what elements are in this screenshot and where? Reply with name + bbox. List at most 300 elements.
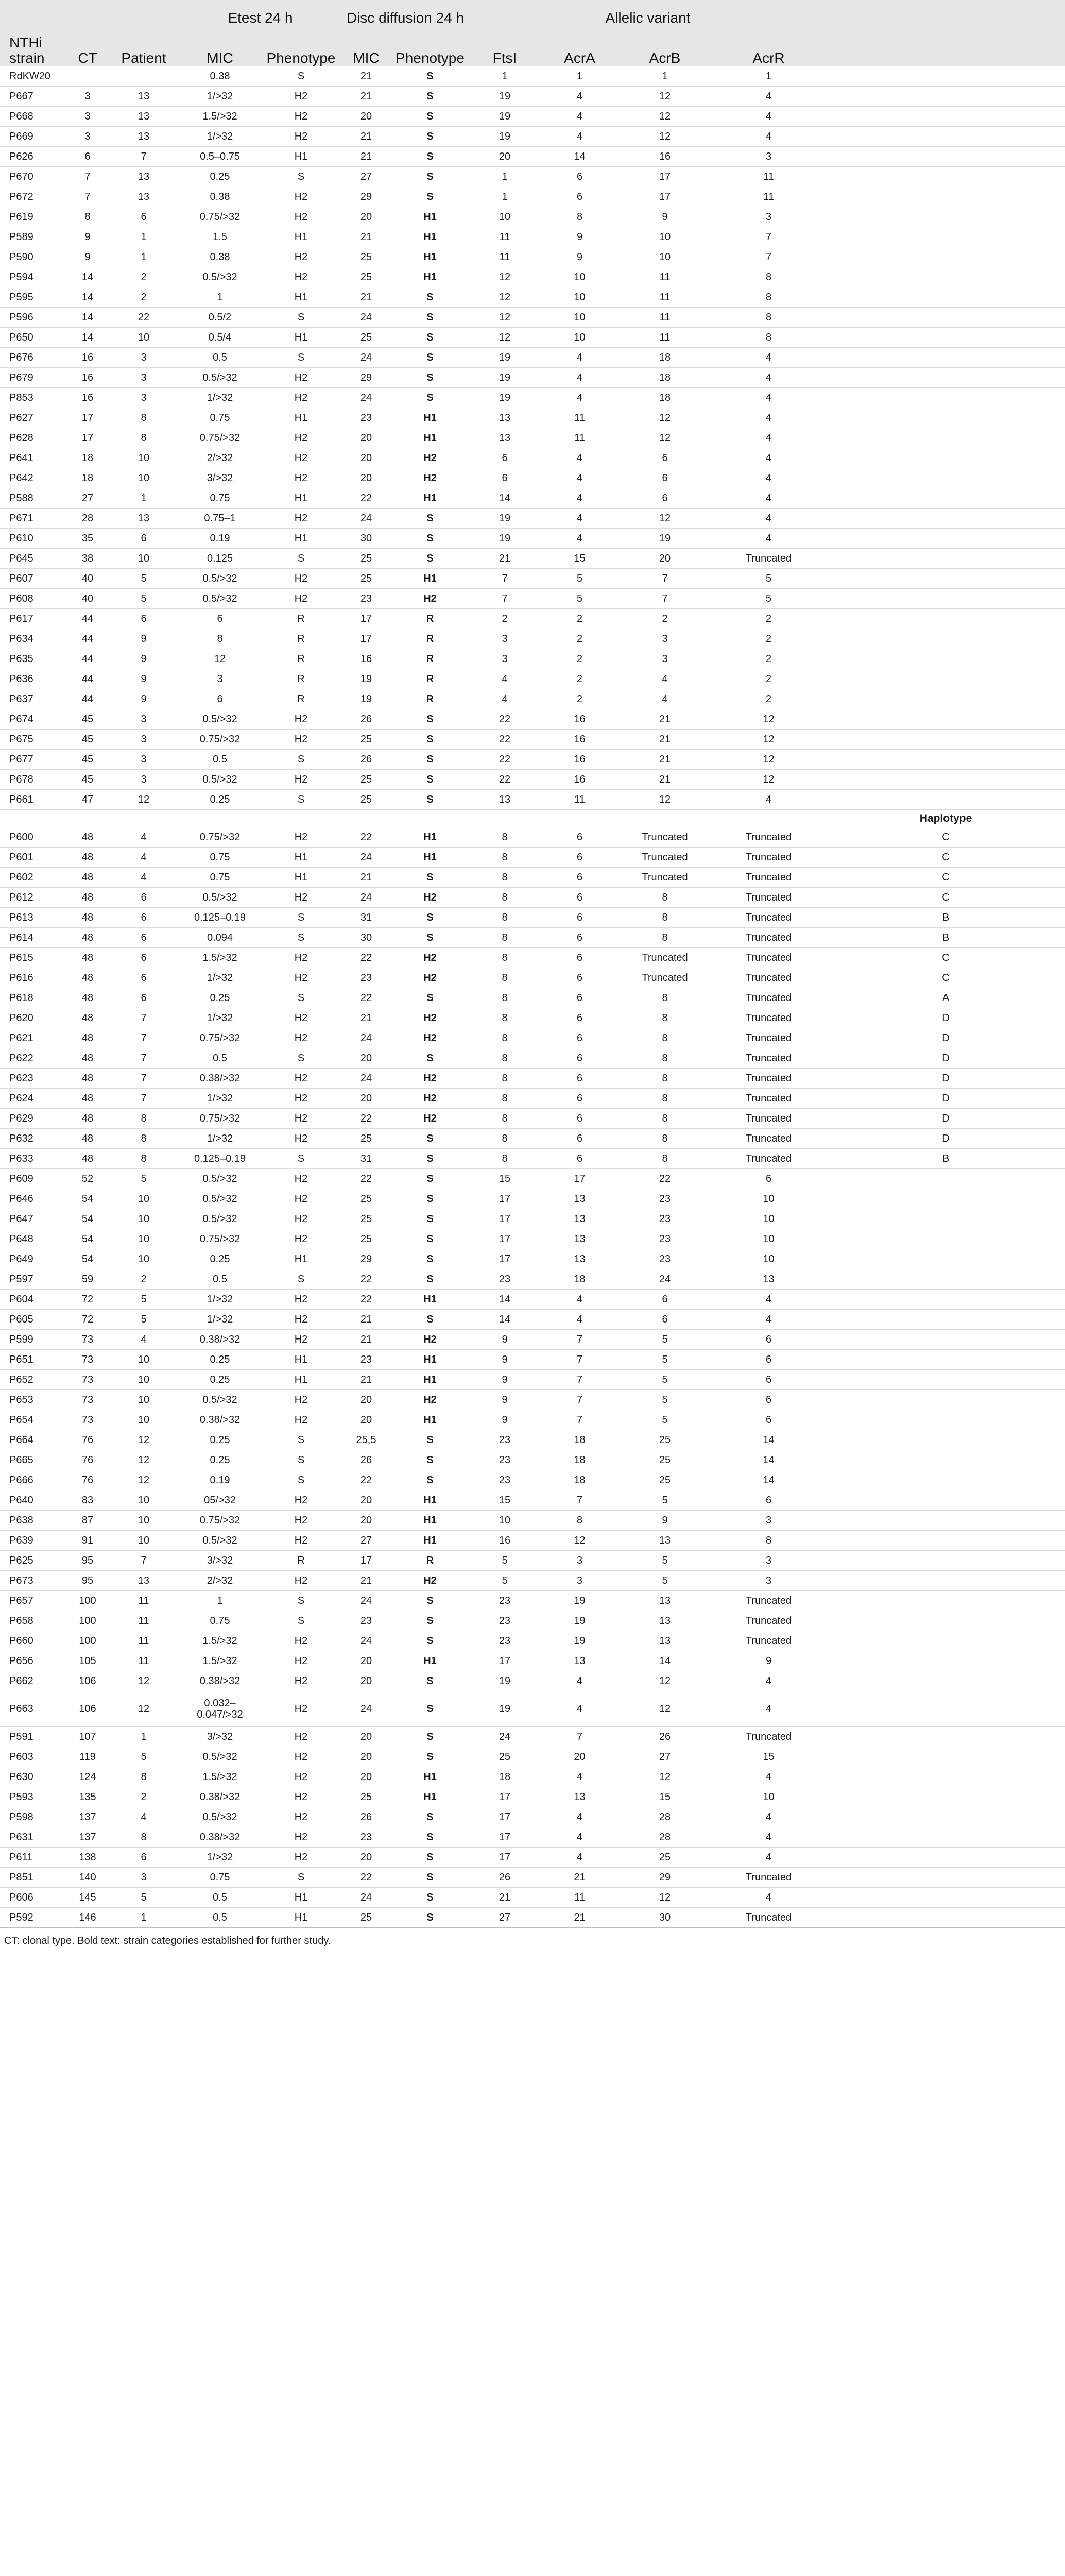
cell-disc-phenotype: R [391,649,469,669]
cell-disc-mic: 27 [341,167,391,187]
cell-strain: P851 [0,1868,67,1888]
cell-ftsi: 17 [469,1807,540,1827]
cell-haplotype [827,1410,1065,1430]
cell-acra: 6 [540,1028,619,1048]
cell-ftsi: 8 [469,888,540,908]
cell-disc-mic: 17 [341,629,391,649]
cell-etest-mic: 0.38 [179,66,261,87]
cell-acrr: 4 [711,448,827,468]
cell-acrb: 5 [619,1350,711,1370]
cell-acrb: 29 [619,1868,711,1888]
cell-strain: P607 [0,569,67,589]
cell-ftsi: 6 [469,468,540,488]
cell-etest-phenotype: H2 [261,1787,341,1807]
cell-acrb: 23 [619,1189,711,1209]
cell-acrr: 4 [711,488,827,509]
cell-etest-mic: 6 [179,689,261,709]
cell-acra: 6 [540,1109,619,1129]
cell-disc-mic: 30 [341,529,391,549]
cell-etest-mic: 0.25 [179,1450,261,1470]
cell-acra: 7 [540,1490,619,1511]
cell-acrb: 11 [619,267,711,287]
cell-ftsi: 9 [469,1410,540,1430]
cell-strain: P637 [0,689,67,709]
cell-ftsi: 20 [469,147,540,167]
cell-disc-phenotype: H1 [391,247,469,267]
cell-ct: 54 [67,1189,108,1209]
cell-etest-mic: 12 [179,649,261,669]
cell-acrb: 8 [619,1089,711,1109]
cell-haplotype [827,1169,1065,1189]
cell-etest-phenotype: H1 [261,1908,341,1928]
table-row [0,1571,1065,1591]
empty-cell [108,810,179,827]
table-row [0,1767,1065,1787]
cell-acra: 18 [540,1450,619,1470]
cell-haplotype [827,1209,1065,1229]
table-row [0,1028,1065,1048]
cell-etest-phenotype: R [261,669,341,689]
cell-etest-phenotype: H2 [261,187,341,207]
cell-acrb: 8 [619,888,711,908]
cell-strain: P624 [0,1089,67,1109]
cell-ct: 45 [67,709,108,730]
cell-patient: 5 [108,1747,179,1767]
cell-disc-phenotype: H2 [391,1028,469,1048]
cell-acra: 7 [540,1350,619,1370]
cell-patient: 11 [108,1651,179,1671]
cell-acrb: 25 [619,1430,711,1450]
cell-ftsi: 19 [469,368,540,388]
cell-disc-phenotype: S [391,1189,469,1209]
cell-disc-phenotype: S [391,1827,469,1848]
cell-disc-mic: 20 [341,468,391,488]
cell-haplotype [827,428,1065,448]
cell-disc-mic: 23 [341,589,391,609]
cell-acra: 4 [540,107,619,127]
cell-strain: P630 [0,1767,67,1787]
table-row [0,609,1065,629]
cell-etest-mic: 0.5/>32 [179,1747,261,1767]
cell-disc-phenotype: S [391,1868,469,1888]
cell-etest-mic: 0.5 [179,1269,261,1290]
cell-etest-phenotype: S [261,549,341,569]
cell-disc-phenotype: S [391,1169,469,1189]
cell-disc-mic: 20 [341,1747,391,1767]
cell-ftsi: 9 [469,1350,540,1370]
cell-ct: 40 [67,589,108,609]
cell-strain: P602 [0,868,67,888]
cell-acrb: 17 [619,167,711,187]
table-row [0,388,1065,408]
cell-haplotype [827,1350,1065,1370]
cell-ct: 76 [67,1470,108,1490]
cell-ct: 44 [67,649,108,669]
cell-etest-mic: 0.5/>32 [179,709,261,730]
cell-etest-mic: 0.38/>32 [179,1330,261,1350]
cell-acrb: 18 [619,348,711,368]
table-row [0,267,1065,287]
cell-ct: 106 [67,1691,108,1727]
cell-disc-mic: 21 [341,66,391,87]
cell-patient: 3 [108,1868,179,1888]
cell-acrr: 6 [711,1330,827,1350]
col-acra: AcrA [540,26,619,66]
cell-acrb: 26 [619,1727,711,1747]
cell-ftsi: 17 [469,1249,540,1269]
cell-acrb: 12 [619,790,711,810]
cell-acra: 6 [540,988,619,1008]
cell-patient: 6 [108,207,179,227]
cell-disc-mic: 24 [341,1631,391,1651]
cell-haplotype [827,1269,1065,1290]
cell-ftsi: 19 [469,388,540,408]
table-row [0,988,1065,1008]
cell-strain: P658 [0,1611,67,1631]
table-row [0,66,1065,87]
cell-acrr: 4 [711,1310,827,1330]
cell-etest-mic: 1.5/>32 [179,948,261,968]
cell-etest-phenotype: S [261,750,341,770]
cell-etest-phenotype: S [261,1149,341,1169]
cell-etest-phenotype: R [261,609,341,629]
cell-patient: 10 [108,1249,179,1269]
cell-haplotype [827,488,1065,509]
cell-etest-phenotype: H2 [261,1028,341,1048]
cell-etest-phenotype: H2 [261,428,341,448]
cell-acra: 4 [540,348,619,368]
cell-strain: P634 [0,629,67,649]
cell-patient: 12 [108,1430,179,1450]
cell-ct: 76 [67,1450,108,1470]
cell-haplotype [827,127,1065,147]
cell-strain: P632 [0,1129,67,1149]
cell-acrb: 12 [619,1767,711,1787]
cell-acrr: Truncated [711,1727,827,1747]
cell-etest-mic: 1 [179,1591,261,1611]
cell-acrb: 8 [619,1069,711,1089]
cell-ct: 73 [67,1390,108,1410]
cell-disc-phenotype: S [391,770,469,790]
cell-acrr: 2 [711,689,827,709]
col-patient: Patient [108,0,179,66]
cell-patient: 10 [108,1511,179,1531]
cell-strain: P596 [0,308,67,328]
cell-ct: 48 [67,988,108,1008]
cell-strain: P618 [0,988,67,1008]
cell-patient: 5 [108,569,179,589]
cell-patient: 6 [108,1848,179,1868]
cell-strain: P588 [0,488,67,509]
cell-patient: 3 [108,770,179,790]
cell-ftsi: 12 [469,328,540,348]
cell-etest-phenotype: H2 [261,1089,341,1109]
cell-disc-mic: 22 [341,1169,391,1189]
cell-ftsi: 5 [469,1571,540,1591]
cell-ct: 107 [67,1727,108,1747]
cell-acrr: 10 [711,1209,827,1229]
cell-haplotype [827,348,1065,368]
cell-etest-phenotype: H2 [261,107,341,127]
cell-patient: 3 [108,730,179,750]
cell-strain: RdKW20 [0,66,67,87]
cell-acrb: 9 [619,1511,711,1531]
cell-etest-mic: 1/>32 [179,968,261,988]
haplotype-header: Haplotype [827,810,1065,827]
cell-haplotype [827,649,1065,669]
cell-disc-mic: 20 [341,448,391,468]
cell-disc-phenotype: H1 [391,1787,469,1807]
cell-haplotype [827,529,1065,549]
cell-strain: P600 [0,827,67,848]
cell-etest-phenotype: H2 [261,730,341,750]
cell-disc-phenotype: H2 [391,968,469,988]
cell-strain: P645 [0,549,67,569]
table-row [0,107,1065,127]
cell-etest-mic: 0.5/>32 [179,1390,261,1410]
cell-haplotype [827,1908,1065,1928]
cell-haplotype: C [827,948,1065,968]
cell-acrb: 12 [619,408,711,428]
table-row [0,529,1065,549]
cell-disc-mic: 20 [341,1490,391,1511]
cell-etest-mic: 3/>32 [179,1727,261,1747]
cell-acrr: Truncated [711,848,827,868]
table-row [0,730,1065,750]
cell-haplotype [827,328,1065,348]
cell-patient: 6 [108,928,179,948]
cell-strain: P670 [0,167,67,187]
cell-etest-mic: 0.5/>32 [179,770,261,790]
cell-ct: 48 [67,1048,108,1069]
table-row [0,509,1065,529]
cell-patient: 4 [108,848,179,868]
cell-haplotype [827,1551,1065,1571]
cell-disc-phenotype: H1 [391,408,469,428]
cell-disc-phenotype: S [391,66,469,87]
cell-ct: 146 [67,1908,108,1928]
cell-ftsi: 25 [469,1747,540,1767]
cell-acra: 4 [540,368,619,388]
col-ct: CT [67,0,108,66]
cell-strain: P649 [0,1249,67,1269]
cell-etest-phenotype: S [261,1450,341,1470]
cell-strain: P662 [0,1671,67,1691]
cell-disc-phenotype: H1 [391,1651,469,1671]
cell-haplotype [827,187,1065,207]
cell-ct: 18 [67,448,108,468]
table-row [0,848,1065,868]
cell-ct: 3 [67,87,108,107]
cell-haplotype [827,468,1065,488]
cell-etest-phenotype: H2 [261,1827,341,1848]
table-row [0,1209,1065,1229]
cell-etest-mic: 0.75/>32 [179,1109,261,1129]
table-row [0,287,1065,308]
cell-acra: 14 [540,147,619,167]
cell-patient: 11 [108,1611,179,1631]
cell-disc-mic: 24 [341,388,391,408]
cell-ct: 45 [67,770,108,790]
cell-acrr: 10 [711,1787,827,1807]
cell-disc-phenotype: H2 [391,1109,469,1129]
cell-acrr: Truncated [711,1028,827,1048]
cell-acrr: 3 [711,1571,827,1591]
cell-ftsi: 27 [469,1908,540,1928]
cell-etest-phenotype: H2 [261,888,341,908]
cell-disc-mic: 25 [341,1229,391,1249]
cell-etest-phenotype: H2 [261,1571,341,1591]
cell-haplotype [827,589,1065,609]
cell-etest-phenotype: S [261,988,341,1008]
cell-acrb: 4 [619,689,711,709]
cell-disc-mic: 24 [341,888,391,908]
cell-acrr: 4 [711,1691,827,1727]
cell-haplotype [827,1767,1065,1787]
cell-disc-mic: 21 [341,287,391,308]
cell-patient: 13 [108,187,179,207]
cell-disc-phenotype: S [391,529,469,549]
cell-etest-phenotype: S [261,1611,341,1631]
cell-patient: 8 [108,1827,179,1848]
cell-patient: 6 [108,529,179,549]
cell-acrb: 8 [619,908,711,928]
cell-etest-mic: 0.75/>32 [179,1028,261,1048]
cell-etest-phenotype: H2 [261,468,341,488]
cell-patient: 3 [108,750,179,770]
cell-ftsi: 23 [469,1450,540,1470]
cell-ct: 7 [67,187,108,207]
cell-patient: 11 [108,1591,179,1611]
cell-ftsi: 1 [469,187,540,207]
cell-acra: 10 [540,287,619,308]
cell-ftsi: 14 [469,488,540,509]
cell-acra: 4 [540,468,619,488]
cell-disc-mic: 21 [341,1008,391,1028]
cell-acrb: 23 [619,1229,711,1249]
cell-etest-phenotype: H2 [261,1390,341,1410]
cell-disc-mic: 22 [341,488,391,509]
cell-acra: 19 [540,1591,619,1611]
cell-acra: 13 [540,1229,619,1249]
cell-acra: 6 [540,827,619,848]
cell-etest-mic: 0.5/>32 [179,1209,261,1229]
cell-ct: 135 [67,1787,108,1807]
cell-ftsi: 23 [469,1631,540,1651]
haplotype-header-row [0,810,1065,827]
cell-disc-mic: 22 [341,948,391,968]
cell-ftsi: 19 [469,1671,540,1691]
cell-acra: 19 [540,1631,619,1651]
cell-ct: 18 [67,468,108,488]
cell-acrb: 21 [619,750,711,770]
cell-acrr: Truncated [711,968,827,988]
cell-acrr: 11 [711,167,827,187]
cell-etest-phenotype: S [261,1868,341,1888]
cell-acra: 16 [540,770,619,790]
cell-disc-phenotype: S [391,127,469,147]
cell-acrr: 4 [711,468,827,488]
cell-etest-phenotype: H1 [261,328,341,348]
cell-etest-mic: 1 [179,287,261,308]
table-row [0,1048,1065,1069]
cell-ct: 47 [67,790,108,810]
cell-etest-phenotype: H2 [261,709,341,730]
cell-ct: 105 [67,1651,108,1671]
cell-haplotype [827,1848,1065,1868]
cell-acrr: 11 [711,187,827,207]
cell-acrb: 8 [619,1048,711,1069]
cell-strain: P647 [0,1209,67,1229]
cell-acrb: 18 [619,388,711,408]
cell-patient: 8 [108,1109,179,1129]
cell-ct: 48 [67,1089,108,1109]
cell-acra: 3 [540,1551,619,1571]
cell-acrb: 12 [619,1671,711,1691]
cell-ftsi: 8 [469,1008,540,1028]
cell-haplotype [827,509,1065,529]
cell-haplotype [827,167,1065,187]
cell-ftsi: 22 [469,709,540,730]
cell-ct: 54 [67,1249,108,1269]
cell-acrb: 15 [619,1787,711,1807]
cell-etest-phenotype: R [261,649,341,669]
cell-etest-phenotype: H2 [261,127,341,147]
cell-acrr: Truncated [711,988,827,1008]
cell-ftsi: 11 [469,227,540,247]
cell-ct: 40 [67,569,108,589]
table-body [0,66,1065,1928]
table-row [0,1350,1065,1370]
table-row [0,468,1065,488]
cell-etest-mic: 1/>32 [179,1310,261,1330]
cell-strain: P666 [0,1470,67,1490]
cell-etest-phenotype: S [261,1048,341,1069]
cell-acra: 9 [540,247,619,267]
cell-haplotype: D [827,1129,1065,1149]
cell-haplotype [827,1671,1065,1691]
cell-strain: P604 [0,1290,67,1310]
cell-acrb: 6 [619,488,711,509]
cell-patient: 8 [108,408,179,428]
cell-acrb: Truncated [619,848,711,868]
cell-acrb: 20 [619,549,711,569]
cell-etest-phenotype: H2 [261,1330,341,1350]
cell-strain: P597 [0,1269,67,1290]
cell-ct: 44 [67,609,108,629]
cell-disc-phenotype: H1 [391,207,469,227]
cell-etest-phenotype: S [261,1430,341,1450]
cell-acra: 6 [540,948,619,968]
table-row [0,1149,1065,1169]
cell-haplotype: D [827,1109,1065,1129]
cell-etest-mic: 2/>32 [179,1571,261,1591]
cell-disc-phenotype: S [391,1611,469,1631]
cell-ftsi: 19 [469,509,540,529]
cell-haplotype: D [827,1048,1065,1069]
cell-acrb: 5 [619,1370,711,1390]
cell-acra: 11 [540,408,619,428]
cell-disc-mic: 24 [341,308,391,328]
cell-etest-phenotype: H2 [261,1531,341,1551]
cell-strain: P640 [0,1490,67,1511]
cell-etest-mic: 0.5/>32 [179,1189,261,1209]
table-row [0,649,1065,669]
cell-acrb: 13 [619,1631,711,1651]
cell-ct: 14 [67,328,108,348]
cell-disc-mic: 21 [341,127,391,147]
cell-acrr: 13 [711,1269,827,1290]
